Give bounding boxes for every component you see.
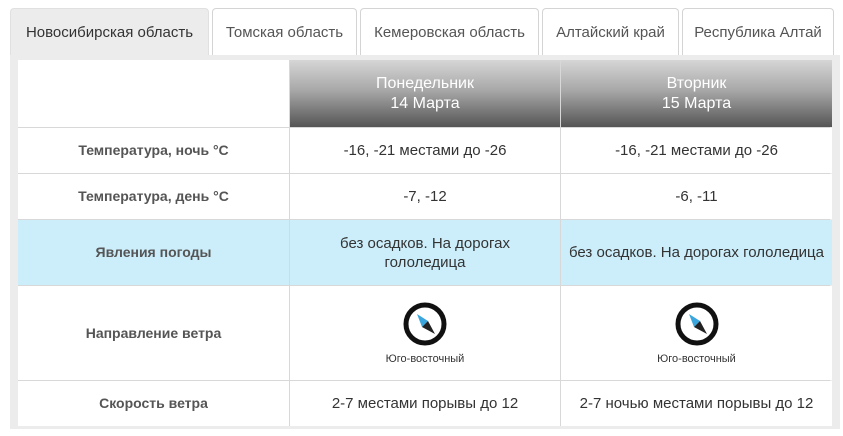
day-header-tuesday [561,60,832,127]
tab-kemerovo[interactable]: Кемеровская область [360,8,539,56]
row-label-wind-direction: Направление ветра [18,286,289,380]
forecast-table [18,60,830,426]
day-weekday: Вторник [666,74,727,92]
wind-direction-monday [290,286,560,380]
day-date: 14 Марта [390,94,460,112]
tab-altai-republic[interactable]: Республика Алтай [682,8,834,56]
tab-altai-krai[interactable]: Алтайский край [542,8,679,56]
row-label-weather: Явления погоды [18,220,289,285]
header-empty-cell [18,60,289,127]
tab-novosibirsk[interactable]: Новосибирская область [10,8,209,56]
temp-day-monday: -7, -12 [290,174,560,219]
row-label-wind-speed: Скорость ветра [18,381,289,426]
day-date: 15 Марта [661,94,732,112]
wind-direction-label: Юго-восточный [385,353,465,365]
wind-direction-label: Юго-восточный [657,353,736,365]
compass-icon [673,300,721,348]
weather-tuesday: без осадков. На дорогах гололедица [561,220,832,285]
compass-icon [401,300,449,348]
day-weekday: Понедельник [376,74,474,92]
region-tabs [10,8,834,56]
weather-monday: без осадков. На дорогах гололедица [290,220,560,285]
wind-speed-monday: 2-7 местами порывы до 12 [290,381,560,426]
wind-direction-tuesday [561,286,832,380]
day-header-monday [290,60,560,127]
row-label-temp-night: Температура, ночь °C [18,128,289,173]
temp-day-tuesday: -6, -11 [561,174,832,219]
temp-night-monday: -16, -21 местами до -26 [290,128,560,173]
temp-night-tuesday: -16, -21 местами до -26 [561,128,832,173]
row-label-temp-day: Температура, день °C [18,174,289,219]
forecast-panel [10,55,840,429]
wind-speed-tuesday: 2-7 ночью местами порывы до 12 [561,381,832,426]
tab-tomsk[interactable]: Томская область [212,8,357,56]
